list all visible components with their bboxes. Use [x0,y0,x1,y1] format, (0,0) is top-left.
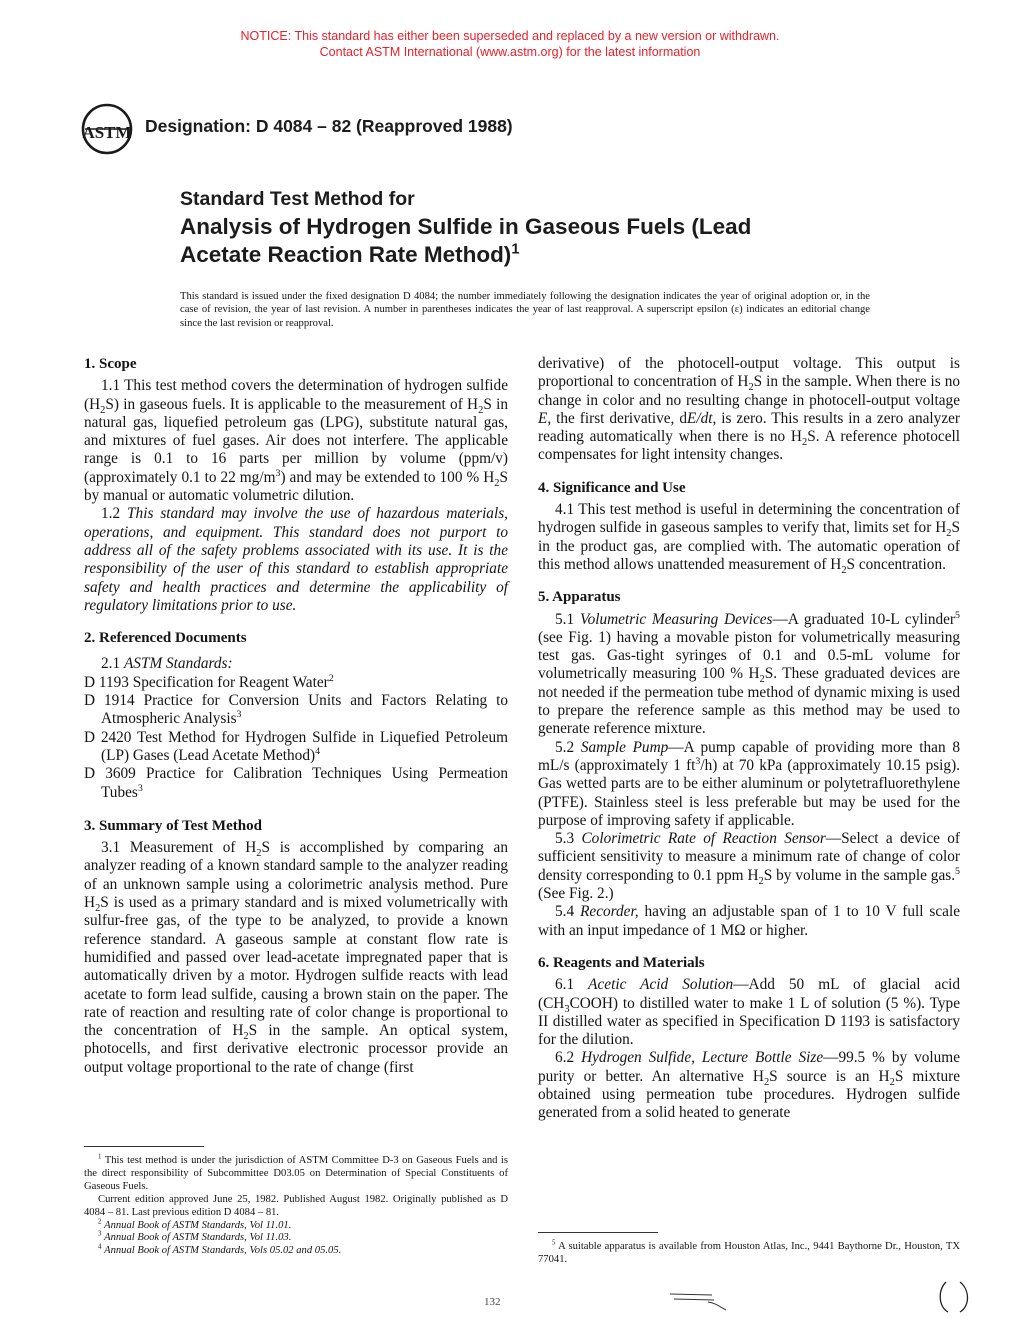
footnote-rule-left [84,1146,204,1147]
apparatus-5-3: 5.3 Colorimetric Rate of Reaction Sensor—Select a device of sufficient sensitivity to measure a minimum rate of change of color density corresponding to 0.1 ppm $H_2S$ by volume in the sample gas.$^5$ (See Fig. 2.) [538,830,961,903]
footnotes-left [84,1155,508,1258]
title-line-2: Analysis of Hydrogen Sulfide in Gaseous Fuels (Lead [180,214,752,239]
ref-item-d1914: D 1914 Practice for Conversion Units and Factors Relating to Atmospheric Analysis$^3$ [84,692,508,728]
left-column [84,355,508,1077]
title-line-1: Standard Test Method for [180,188,415,210]
summary-3-1: 3.1 Measurement of $H_2S$ is accomplished by comparing an analyzer reading of a known standard sample to the analyzer reading of an unknown sample using a colorimetric analysis method. Pure $H_2S$ is used as a primary standard and is mixed volumetrically with sulfur-free gas, of the type to be analyzed, to provide a known reference standard. A gaseous sample at constant flow rate is humidified and passed over lead-acetate impregnated paper that is automatically driven by a motor. Hydrogen sulfide reacts with lead acetate to form lead sulfide, causing a brown stain on the paper. The rate of reaction and resulting rate of color change is proportional to the concentration of $H_2S$ in the sample. An optical system, photocells, and first derivative electronic processor provide an output voltage proportional to the rate of change (first [84,839,508,1076]
ref-item-d2420: D 2420 Test Method for Hydrogen Sulfide in Liquefied Petroleum (LP) Gases (Lead Acetate Method)$^4$ [84,728,508,764]
section-6-heading: 6. Reagents and Materials [538,954,705,971]
notice-line-1: NOTICE: This standard has either been superseded and replaced by a new version or withdrawn. [240,29,780,43]
title-line-3-text: Acetate Reaction Rate Method) [180,242,512,267]
issuance-note: This standard is issued under the fixed designation D 4084; the number immediately following the designation indicates the year of original adoption or, in the case of revision, the year of last revision. A number in parentheses indicates the year of last reapproval. A superscript epsilon (ε) indicates an editorial change since the last revision or reapproval. [180,291,870,329]
significance-4-1: 4.1 This test method is useful in determining the concentration of hydrogen sulfide in gaseous samples to verify that, limits set for $H_2S$ in the product gas, are complied with. The automatic operation of this method allows unattended measurement of $H_2S$ concentration. [538,501,960,577]
footnote-1-b: Current edition approved June 25, 1982. Published August 1982. Originally published as D 4084 – 81. Last previous edition D 4084 – 81. [84,1193,508,1218]
footnotes-right [538,1241,960,1267]
section-4-heading: 4. Significance and Use [538,479,686,496]
astm-standards-label: 2.1 ASTM Standards: [101,655,233,673]
section-5-heading: 5. Apparatus [538,589,621,606]
ref-item-d3609: D 3609 Practice for Calibration Techniques Using Permeation Tubes$^3$ [84,765,508,801]
ref-item-d1193: D 1193 Specification for Reagent Water$^2$ [84,672,334,691]
footnote-5: $^5$ A suitable apparatus is available from Houston Atlas, Inc., 9441 Baythorne Dr., Houston, TX 77041. [538,1239,960,1265]
footnote-2: $^2$ Annual Book of ASTM Standards, Vol 11.01. [98,1218,292,1231]
scope-1-1: 1.1 This test method covers the determination of hydrogen sulfide $(H_2S)$ in gaseous fuels. It is applicable to the measurement of $H_2S$ in natural gas, liquefied petroleum gas (LPG), substitute natural gas, and mixtures of fuel gases. Air does not interfere. The applicable range is 0.1 to 16 parts per million by volume (ppm/v) (approximately 0.1 to 22 $mg/m^3$) and may be extended to 100 % $H_2S$ by manual or automatic volumetric dilution. [84,377,508,505]
apparatus-5-4: 5.4 Recorder, having an adjustable span of 1 to 10 V full scale with an input impedance of 1 MΩ or higher. [538,903,960,939]
logo-text: ASTM [82,123,132,142]
right-column [538,355,960,1123]
reagents-6-2: 6.2 Hydrogen Sulfide, Lecture Bottle Size—99.5 % by volume purity or better. An alternative $H_2S$ source is an $H_2S$ mixture obtained using permeation tube procedures. Hydrogen sulfide generated from a solid heated to generate [538,1049,960,1122]
footnote-3: $^3$ Annual Book of ASTM Standards, Vol 11.03. [98,1230,292,1244]
page-number: 132 [484,1296,501,1308]
reagents-6-1: 6.1 Acetic Acid Solution—Add 50 mL of glacial acid $(CH_3COOH)$ to distilled water to make 1 L of solution (5 %). Type II distilled water as specified in Specification D 1193 is satisfactory for the dilution. [538,976,961,1049]
section-2-heading: 2. Referenced Documents [84,630,247,647]
section-3-heading: 3. Summary of Test Method [84,817,262,834]
footnote-4: $^4$ Annual Book of ASTM Standards, Vols 05.02 and 05.05. [98,1243,342,1257]
notice-line-2: Contact ASTM International (www.astm.org) for the latest information [319,45,701,59]
apparatus-5-1: 5.1 Volumetric Measuring Devices—A graduated 10-L cylinder$^5$ (see Fig. 1) having a movable piston for volumetrically measuring test gas. Gas-tight syringes of 0.1 and 0.5-mL volume for volumetrically measuring 100 % $H_2S$. These graduated devices are not needed if the permeation tube method of dynamic mixing is used to prepare the reference sample as this method may be used to generate reference mixture. [538,609,960,738]
title-footnote-mark: 1 [511,241,520,258]
scope-1-2: 1.2 This standard may involve the use of hazardous materials, operations, and equipment. This standard does not purport to address all of the safety problems associated with its use. It is the responsibility of the user of this standard to establish appropriate safety and health practices and determine the applicability of regulatory limitations prior to use. [84,505,508,614]
corner-mark [936,1276,972,1316]
footnote-1: $^1$ This test method is under the jurisdiction of ASTM Committee D-3 on Gaseous Fuels and is the direct responsibility of Subcommittee D03.05 on Determination of Special Constituents of Gaseous Fuels. [84,1153,508,1192]
footnote-rule-right [538,1232,658,1233]
designation: Designation: D 4084 – 82 (Reapproved 1988) [145,116,513,136]
astm-logo [80,103,134,155]
summary-continued: derivative) of the photocell-output voltage. This output is proportional to concentration of $H_2S$ in the sample. When there is no change in color and no resulting change in photocell-output voltage E, the first derivative, dE/dt, is zero. This results in a zero analyzer reading automatically when there is no $H_2S$. A reference photocell compensates for light intensity changes. [538,355,960,464]
scan-mark [668,1290,730,1312]
title-line-3 [180,242,519,268]
section-1-heading: 1. Scope [84,356,137,372]
apparatus-5-2: 5.2 Sample Pump—A pump capable of providing more than 8 mL/s (approximately 1 $ft^3/h$) at 70 kPa (approximately 10.15 psig). Gas wetted parts are to be either aluminum or polytetrafluorethylene (PTFE). Stainless steel is less preferable but may be used for the purpose of improving safety if applicable. [538,738,960,829]
